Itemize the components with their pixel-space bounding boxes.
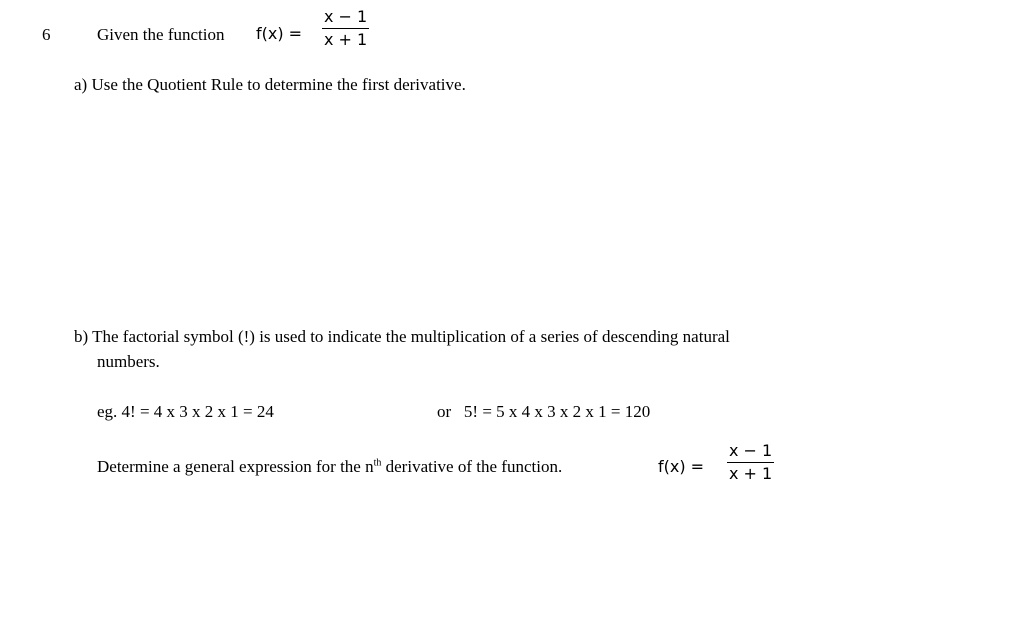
fraction-numerator: x − 1 — [324, 7, 368, 26]
function-lhs: f(x) = — [256, 24, 303, 43]
function-fraction — [322, 7, 369, 50]
fraction-bar-b — [727, 462, 774, 463]
function-lhs-b: f(x) = — [658, 457, 705, 476]
question-intro: Given the function — [97, 25, 225, 44]
part-b-line1: b) The factorial symbol (!) is used to indicate the multiplication of a series of descending natural — [74, 327, 730, 346]
fraction-denominator: x + 1 — [324, 30, 368, 49]
fraction-bar — [322, 28, 369, 29]
part-b-line2: numbers. — [97, 352, 160, 371]
factorial-example-1: eg. 4! = 4 x 3 x 2 x 1 = 24 — [97, 402, 274, 421]
task-text-before: Determine a general expression for the n — [97, 457, 374, 476]
fraction-denominator-b: x + 1 — [729, 464, 773, 483]
part-b-task — [97, 457, 562, 477]
task-superscript: th — [373, 457, 382, 469]
part-a-text: a) Use the Quotient Rule to determine the first derivative. — [74, 75, 466, 94]
factorial-example-2: or 5! = 5 x 4 x 3 x 2 x 1 = 120 — [437, 402, 651, 421]
fraction-numerator-b: x − 1 — [729, 441, 773, 460]
question-number: 6 — [42, 25, 51, 44]
task-text-after: derivative of the function. — [381, 457, 563, 476]
function-fraction-b — [727, 441, 774, 484]
